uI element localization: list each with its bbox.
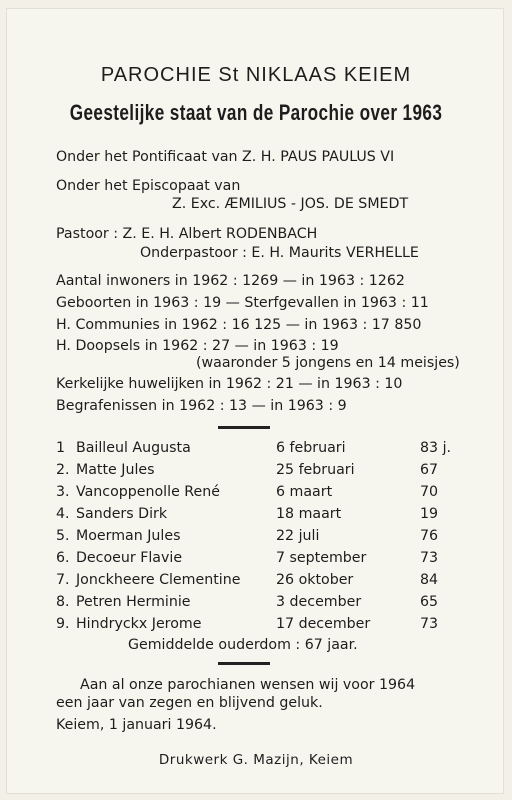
deceased-date: 3 december [276, 594, 362, 610]
deceased-age: 19 [420, 506, 439, 522]
deceased-number: 5. [56, 528, 70, 544]
deceased-row [0, 440, 512, 462]
deceased-name: Jonckheere Clementine [76, 572, 241, 588]
deceased-number: 9. [56, 616, 70, 632]
episcopate-label: Onder het Episcopaat van [56, 178, 241, 194]
divider-top [218, 426, 270, 429]
deceased-age: 84 [420, 572, 439, 588]
deceased-number: 1 [56, 440, 66, 456]
deceased-name: Moerman Jules [76, 528, 181, 544]
deceased-row [0, 484, 512, 506]
inhabitants-line: Aantal inwoners in 1962 : 1269 — in 1963 : 1262 [56, 273, 405, 289]
deceased-age: 70 [420, 484, 439, 500]
deceased-name: Hindryckx Jerome [76, 616, 202, 632]
bishop-line: Z. Exc. ÆMILIUS - JOS. DE SMEDT [172, 196, 409, 212]
deceased-name: Vancoppenolle René [76, 484, 220, 500]
printer-credit: Drukwerk G. Mazijn, Keiem [158, 752, 354, 768]
deceased-date: 7 september [276, 550, 367, 566]
wish-line-1: Aan al onze parochianen wensen wij voor 1964 [80, 677, 416, 693]
communions-line: H. Communies in 1962 : 16 125 — in 1963 : 17 850 [56, 317, 422, 333]
deceased-number: 7. [56, 572, 70, 588]
baptisms-note: (waaronder 5 jongens en 14 meisjes) [196, 355, 460, 371]
deceased-name: Petren Herminie [76, 594, 191, 610]
deceased-date: 25 februari [276, 462, 355, 478]
deceased-date: 18 maart [276, 506, 342, 522]
deceased-date: 6 maart [276, 484, 333, 500]
deceased-row [0, 550, 512, 572]
deceased-name: Matte Jules [76, 462, 155, 478]
deceased-date: 6 februari [276, 440, 346, 456]
births-deaths-line: Geboorten in 1963 : 19 — Sterfgevallen in 1963 : 11 [56, 295, 429, 311]
pastor-line: Pastoor : Z. E. H. Albert RODENBACH [56, 226, 318, 242]
deceased-name: Sanders Dirk [76, 506, 168, 522]
deceased-name: Bailleul Augusta [76, 440, 191, 456]
divider-bottom [218, 662, 270, 665]
deceased-date: 22 juli [276, 528, 320, 544]
deceased-age: 73 [420, 550, 439, 566]
marriages-line: Kerkelijke huwelijken in 1962 : 21 — in 1963 : 10 [56, 376, 403, 392]
deceased-row [0, 528, 512, 550]
deceased-date: 26 oktober [276, 572, 354, 588]
page-title: PAROCHIE St NIKLAAS KEIEM [100, 64, 412, 86]
deceased-row [0, 506, 512, 528]
wish-line-2: een jaar van zegen en blijvend geluk. [56, 695, 323, 711]
deceased-number: 6. [56, 550, 70, 566]
average-age: Gemiddelde ouderdom : 67 jaar. [128, 637, 358, 653]
place-date: Keiem, 1 januari 1964. [56, 717, 217, 733]
deceased-age: 73 [420, 616, 439, 632]
pontificate-line: Onder het Pontificaat van Z. H. PAUS PAULUS VI [56, 149, 395, 165]
deceased-date: 17 december [276, 616, 371, 632]
deceased-row [0, 594, 512, 616]
baptisms-line: H. Doopsels in 1962 : 27 — in 1963 : 19 [56, 338, 339, 354]
funerals-line: Begrafenissen in 1962 : 13 — in 1963 : 9 [56, 398, 347, 414]
deceased-number: 8. [56, 594, 70, 610]
deceased-age: 67 [420, 462, 439, 478]
deceased-number: 3. [56, 484, 70, 500]
deceased-number: 2. [56, 462, 70, 478]
deceased-age: 83 j. [420, 440, 452, 456]
assistant-pastor-line: Onderpastoor : E. H. Maurits VERHELLE [140, 245, 419, 261]
deceased-age: 65 [420, 594, 439, 610]
deceased-row [0, 616, 512, 638]
deceased-row [0, 572, 512, 594]
deceased-name: Decoeur Flavie [76, 550, 183, 566]
page-subtitle: Geestelijke staat van de Parochie over 1963 [69, 100, 443, 125]
deceased-number: 4. [56, 506, 70, 522]
deceased-age: 76 [420, 528, 439, 544]
deceased-row [0, 462, 512, 484]
